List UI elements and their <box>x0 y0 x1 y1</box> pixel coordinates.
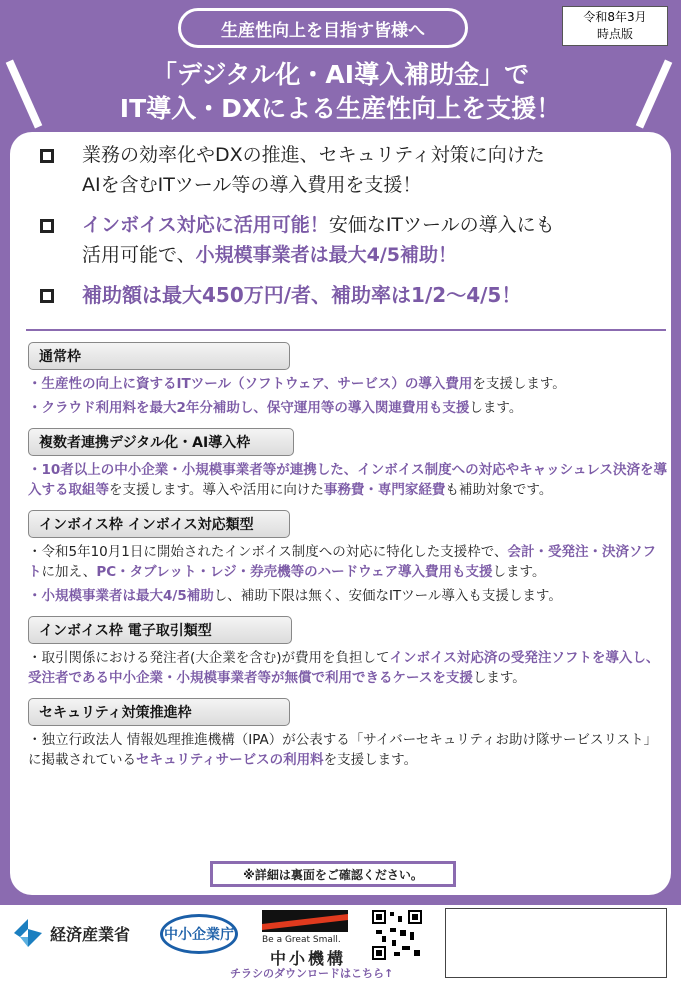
key-point-2-highlight-2: 小規模事業者は最大4/5補助！ <box>195 244 458 266</box>
category-security <box>28 698 668 770</box>
blank-contact-box <box>445 908 667 978</box>
highlight-text: PC・タブレット・レジ・券売機等のハードウェア導入費用も支援 <box>96 564 493 580</box>
category-paragraph <box>28 460 668 500</box>
highlight-text: インボイス対応済の受発注ソフトを導入し、受注者である中小企業・小規模事業者等が無償で利用できるケースを支援 <box>28 650 660 686</box>
key-point-2 <box>24 210 664 270</box>
highlight-text: ・生産性の向上に資するITツール（ソフトウェア、サービス）の導入費用 <box>28 376 473 392</box>
body-text: します。 <box>469 400 523 416</box>
key-point-3-text: 補助額は最大450万円/者、補助率は1/2～4/5！ <box>82 283 522 307</box>
smrj-logo-icon <box>262 910 348 932</box>
category-tag: 複数者連携デジタル化・AI導入枠 <box>28 428 294 456</box>
category-tag: インボイス枠 インボイス対応類型 <box>28 510 290 538</box>
key-point-2-text: 安価なITツールの導入にも <box>328 214 555 236</box>
body-text: ・令和5年10月1日に開始されたインボイス制度への対応に特化した支援枠で、 <box>28 544 508 560</box>
highlight-text: ・小規模事業者は最大4/5補助 <box>28 588 214 604</box>
key-point-1 <box>24 140 664 200</box>
smrj-tagline: Be a Great Small. <box>262 935 341 945</box>
category-paragraph <box>28 542 668 582</box>
title-line-2: IT導入・DXによる生産性向上を支援！ <box>119 94 562 123</box>
title-line-1: 「デジタル化・AI導入補助金」で <box>151 60 530 89</box>
version-date-box <box>562 6 668 46</box>
version-label: 時点版 <box>596 27 633 41</box>
body-text: し、補助下限は無く、安価なITツール導入も支援します。 <box>213 588 562 604</box>
qr-code-icon[interactable] <box>372 910 422 960</box>
chusho-logo: 中小企業庁 <box>160 914 238 954</box>
highlight-text: ・クラウド利用料を最大2年分補助し、保守運用等の導入関連費用も支援 <box>28 400 470 416</box>
category-tag: 通常枠 <box>28 342 290 370</box>
checkbox-square-icon <box>40 289 54 303</box>
meti-name: 経済産業省 <box>50 925 131 944</box>
key-points <box>24 140 664 320</box>
body-text: を支援します。 <box>472 376 566 392</box>
category-paragraph <box>28 586 668 606</box>
divider <box>26 329 666 331</box>
key-point-1-line-2: AIを含むITツール等の導入費用を支援！ <box>82 174 422 196</box>
highlight-text: ・10者以上の中小企業・小規模事業者等が連携した、インボイス制度への対応やキャッシュレス決済を導入する取組等 <box>28 462 667 498</box>
body-text: ・取引関係における発注者(大企業を含む)が費用を負担して <box>28 650 390 666</box>
category-tag: インボイス枠 電子取引類型 <box>28 616 292 644</box>
highlight-text: セキュリティサービスの利用料 <box>136 752 324 768</box>
body-text: ・独立行政法人 情報処理推進機構（IPA）が公表する「サイバーセキュリティお助け隊サービスリスト」に掲載されている <box>28 732 658 768</box>
checkbox-square-icon <box>40 149 54 163</box>
highlight-text: 会計・受発注・決済ソフト <box>28 544 656 580</box>
category-invoice <box>28 510 668 606</box>
category-paragraph <box>28 648 668 688</box>
body-text: します。 <box>492 564 546 580</box>
version-date: 令和8年3月 <box>583 10 647 24</box>
category-paragraph <box>28 374 668 394</box>
meti-logo-icon <box>10 915 46 951</box>
highlight-text: 事務費・専門家経費 <box>323 482 446 498</box>
key-point-2-text-2: 活用可能で、 <box>82 244 196 266</box>
smrj-name: 中小機構 <box>270 949 347 968</box>
body-text: を支援します。導入や活用に向けた <box>109 482 324 498</box>
category-standard <box>28 342 668 418</box>
key-point-1-line-1: 業務の効率化やDXの推進、セキュリティ対策に向けた <box>82 144 545 166</box>
details-notice: ※詳細は裏面をご確認ください。 <box>210 861 456 887</box>
audience-pill: 生産性向上を目指す皆様へ <box>178 8 468 48</box>
download-link[interactable]: チラシのダウンロードはこちら↑ <box>230 967 394 980</box>
category-paragraph <box>28 730 668 770</box>
body-text: を支援します。 <box>323 752 418 768</box>
key-point-3 <box>24 280 664 310</box>
body-text: に加え、 <box>41 564 97 580</box>
page-title <box>60 58 621 126</box>
category-tag: セキュリティ対策推進枠 <box>28 698 290 726</box>
category-paragraph <box>28 398 668 418</box>
category-e-transaction <box>28 616 668 688</box>
category-multi-party <box>28 428 668 500</box>
body-text: も補助対象です。 <box>445 482 553 498</box>
key-point-2-highlight: インボイス対応に活用可能！ <box>82 214 329 236</box>
body-text: します。 <box>472 670 526 686</box>
support-categories <box>28 342 668 780</box>
checkbox-square-icon <box>40 219 54 233</box>
